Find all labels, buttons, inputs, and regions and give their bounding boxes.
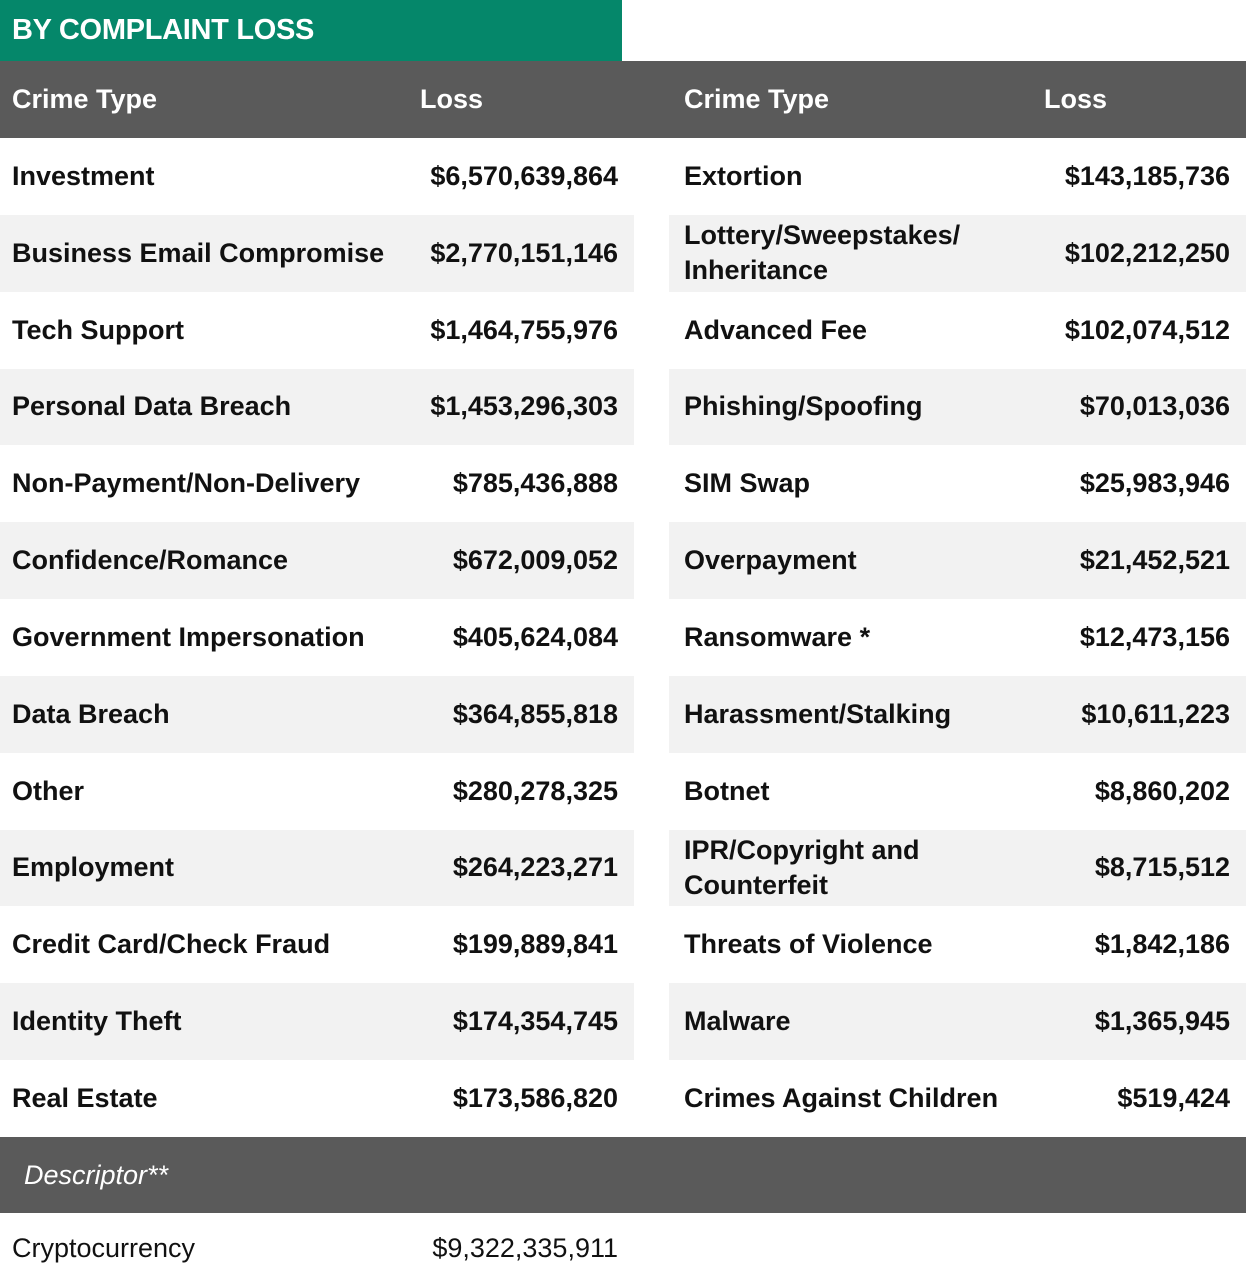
loss-right: $1,365,945 [1094,1006,1230,1037]
table-body [0,138,1246,1137]
crime-type-left: Personal Data Breach [12,391,292,422]
crime-type-left: Investment [12,160,155,191]
crime-type-left: Other [12,775,85,806]
descriptor-label: Cryptocurrency [12,1232,196,1263]
crime-type-right: Extortion [684,160,803,191]
crime-type-left: Confidence/Romance [12,545,289,576]
loss-right: $25,983,946 [1079,468,1230,499]
table-row [0,215,1246,292]
crime-type-left: Credit Card/Check Fraud [12,929,331,960]
header-loss-left: Loss [420,84,484,114]
loss-left: $264,223,271 [452,852,618,883]
table-row [0,138,1246,215]
loss-left: $405,624,084 [452,621,618,652]
header-crime-type-left: Crime Type [12,84,158,114]
loss-right: $8,715,512 [1094,852,1230,883]
loss-left: $280,278,325 [452,775,618,806]
table-row [0,445,1246,522]
descriptor-loss: $9,322,335,911 [432,1232,618,1263]
loss-right: $102,074,512 [1064,314,1230,345]
table-row [0,522,1246,599]
crime-type-left: Identity Theft [12,1006,182,1037]
crime-type-right: Threats of Violence [684,929,933,960]
loss-right: $8,860,202 [1094,775,1230,806]
crime-type-right: IPR/Copyright and Counterfeit [684,834,920,901]
loss-left: $2,770,151,146 [430,237,618,268]
crime-type-right: Botnet [684,775,770,806]
crime-type-left: Business Email Compromise [12,237,385,268]
loss-right: $21,452,521 [1079,545,1230,576]
loss-left: $199,889,841 [452,929,618,960]
crime-type-left: Government Impersonation [12,621,365,652]
loss-right: $70,013,036 [1079,391,1230,422]
table-header [0,61,1246,138]
table-row [0,369,1246,446]
header-crime-type-right: Crime Type [684,84,830,114]
table-row [0,1060,1246,1137]
loss-right: $12,473,156 [1079,621,1230,652]
crime-type-left: Tech Support [12,314,184,345]
table-row [0,830,1246,907]
loss-left: $6,570,639,864 [430,160,618,191]
crime-type-left: Employment [12,852,175,883]
loss-left: $785,436,888 [452,468,618,499]
table-row [0,599,1246,676]
loss-right: $10,611,223 [1081,698,1230,729]
crime-type-left: Data Breach [12,698,170,729]
crime-type-right: SIM Swap [684,468,811,499]
descriptor-row [0,1213,1246,1284]
crime-type-right: Lottery/Sweepstakes/ Inheritance [684,220,961,286]
table-row [0,983,1246,1060]
crime-type-right: Advanced Fee [684,314,868,345]
table-row [0,292,1246,369]
descriptor-header: Descriptor** [0,1137,1246,1213]
crime-type-right: Overpayment [684,545,857,576]
table-row [0,906,1246,983]
crime-type-right: Malware [684,1006,791,1037]
loss-right: $1,842,186 [1094,929,1230,960]
loss-left: $672,009,052 [452,545,618,576]
loss-right: $143,185,736 [1064,160,1230,191]
crime-type-right: Phishing/Spoofing [684,391,923,422]
table-row [0,676,1246,753]
loss-right: $102,212,250 [1064,237,1230,268]
header-loss-right: Loss [1044,84,1108,114]
loss-left: $174,354,745 [452,1006,618,1037]
crime-type-left: Real Estate [12,1083,158,1113]
loss-left: $173,586,820 [452,1083,618,1113]
crime-type-right: Ransomware * [684,621,871,652]
loss-left: $1,464,755,976 [430,314,618,345]
loss-left: $1,453,296,303 [430,391,618,422]
loss-right: $519,424 [1117,1083,1230,1113]
table-row [0,753,1246,830]
table-title: BY COMPLAINT LOSS [0,0,622,61]
crime-type-right: Crimes Against Children [684,1083,999,1113]
crime-type-right: Harassment/Stalking [684,698,952,729]
crime-type-left: Non-Payment/Non-Delivery [12,468,361,499]
loss-left: $364,855,818 [452,698,618,729]
